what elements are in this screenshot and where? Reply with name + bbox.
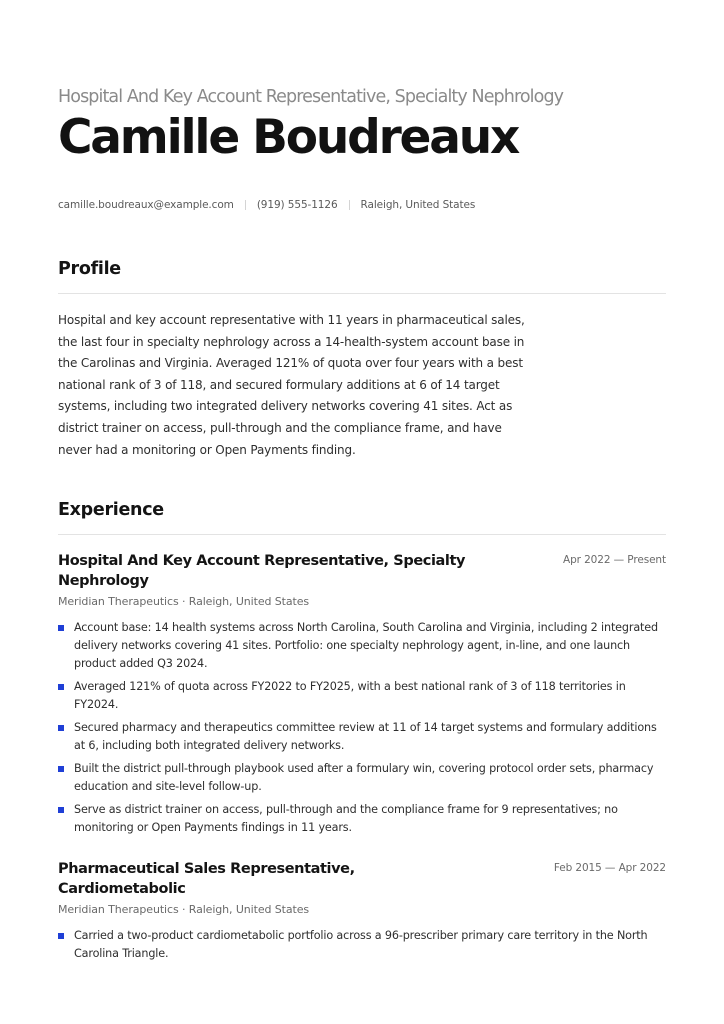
resume-header	[58, 86, 666, 211]
bullet-text: Built the district pull-through playbook used after a formulary win, covering protocol order sets, pharmacy education and site-level follow-up.	[74, 762, 654, 794]
square-bullet-icon	[58, 807, 64, 813]
job-title: Hospital And Key Account Representative, Specialty Nephrology	[58, 553, 466, 590]
bullet-text: Secured pharmacy and therapeutics committee review at 11 of 14 target systems and formulary additions at 6, including both integrated delivery networks.	[74, 721, 657, 753]
job-entry	[58, 859, 666, 963]
section-divider	[58, 534, 666, 535]
experience-section	[58, 499, 666, 963]
square-bullet-icon	[58, 625, 64, 631]
job-dates: Feb 2015 — Apr 2022	[553, 862, 666, 875]
job-company: Meridian Therapeutics · Raleigh, United States	[58, 903, 310, 917]
job-dates: Apr 2022 — Present	[563, 554, 666, 567]
job-header	[58, 859, 666, 899]
section-title-experience: Experience	[58, 500, 164, 521]
list-item	[58, 619, 666, 673]
bullet-text: Averaged 121% of quota across FY2022 to FY2025, with a best national rank of 3 of 118 territories in FY2024.	[74, 680, 626, 712]
contact-line	[58, 199, 666, 211]
square-bullet-icon	[58, 933, 64, 939]
contact-location: Raleigh, United States	[360, 199, 476, 211]
list-item	[58, 678, 666, 714]
profile-section	[58, 258, 666, 461]
contact-email[interactable]: camille.boudreaux@example.com	[58, 199, 234, 211]
job-company: Meridian Therapeutics · Raleigh, United States	[58, 595, 310, 609]
list-item	[58, 927, 666, 963]
bullet-text: Serve as district trainer on access, pull-through and the compliance frame for 9 representatives; no monitoring or Open Payments findings in 11 years.	[74, 803, 618, 835]
square-bullet-icon	[58, 766, 64, 772]
list-item	[58, 760, 666, 796]
square-bullet-icon	[58, 725, 64, 731]
contact-divider	[245, 200, 246, 210]
list-item	[58, 801, 666, 837]
contact-divider	[349, 200, 350, 210]
bullet-text: Account base: 14 health systems across North Carolina, South Carolina and Virginia, including 2 integrated delivery networks covering 41 sites. Portfolio: one specialty nephrology agent, in-line, and one launch product added Q3 2024.	[74, 621, 658, 671]
square-bullet-icon	[58, 684, 64, 690]
job-entry	[58, 551, 666, 837]
job-bullets	[58, 619, 666, 837]
job-header	[58, 551, 666, 591]
job-title: Pharmaceutical Sales Representative, Cardiometabolic	[58, 861, 355, 898]
candidate-name: Camille Boudreaux	[58, 110, 519, 165]
section-divider	[58, 293, 666, 294]
job-bullets	[58, 927, 666, 963]
headline-title: Hospital And Key Account Representative, Specialty Nephrology	[58, 87, 564, 107]
bullet-text: Carried a two-product cardiometabolic portfolio across a 96-prescriber primary care territory in the North Carolina Triangle.	[74, 929, 648, 961]
profile-summary: Hospital and key account representative with 11 years in pharmaceutical sales, the last four in specialty nephrology across a 14-health-system account base in the Carolinas and Virginia. Averaged 121% of quota over four years with a best national rank of 3 of 118, and secured formulary additions at 6 of 14 target systems, including two integrated delivery networks covering 41 sites. Act as district trainer on access, pull-through and the compliance frame, and have never had a monitoring or Open Payments finding.	[58, 313, 525, 457]
list-item	[58, 719, 666, 755]
section-title-profile: Profile	[58, 259, 121, 279]
contact-phone[interactable]: (919) 555-1126	[256, 199, 338, 211]
